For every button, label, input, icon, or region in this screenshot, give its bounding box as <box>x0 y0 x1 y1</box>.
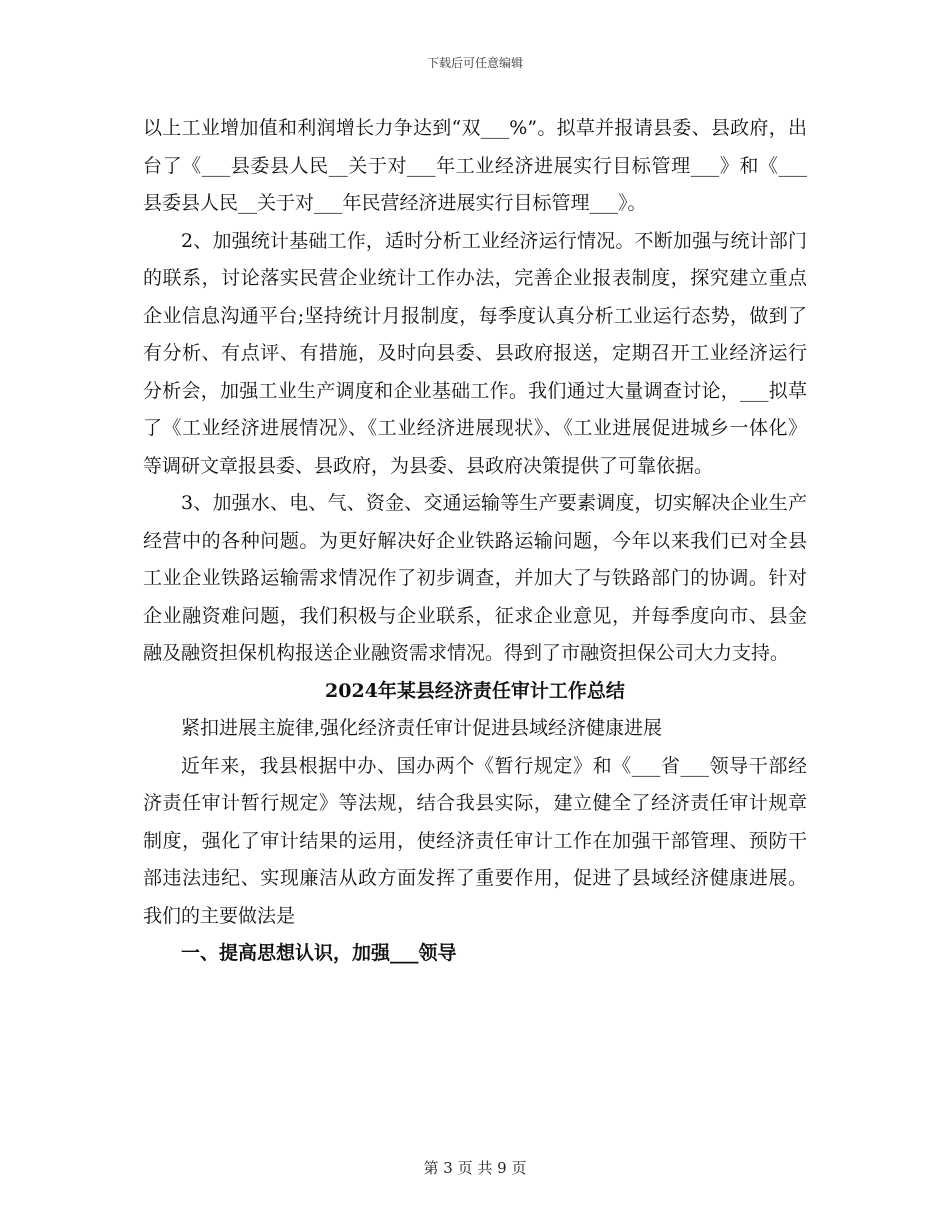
page-number: 第 3 页 共 9 页 <box>423 1159 527 1177</box>
paragraph-2: 2、加强统计基础工作，适时分析工业经济运行情况。不断加强与统计部门的联系，讨论落实民营企业统计工作办法，完善企业报表制度，探究建立重点企业信息沟通平台;坚持统计月报制度，每季度认真分析工业运行态势，做到了有分析、有点评、有措施，及时向县委、县政府报送，定期召开工业经济运行分析会，加强工业生产调度和企业基础工作。我们通过大量调查讨论，___拟草了《工业经济进展情况》、《工业经济进展现状》、《工业进展促进城乡一体化》等调研文章报县委、县政府，为县委、县政府决策提供了可靠依据。 <box>143 229 807 477</box>
document-body <box>143 110 807 973</box>
paragraph-4: 近年来，我县根据中办、国办两个《暂行规定》和《___省___领导干部经济责任审计暂行规定》等法规，结合我县实际，建立健全了经济责任审计规章制度，强化了审计结果的运用，使经济责任审计工作在加强干部管理、预防干部违法违纪、实现廉洁从政方面发挥了重要作用，促进了县域经济健康进展。我们的主要做法是 <box>143 754 807 927</box>
paragraph-1: 以上工业增加值和利润增长力争达到“双___%”。拟草并报请县委、县政府，出台了《___县委县人民__关于对___年工业经济进展实行目标管理___》和《___县委县人民__关于对___年民营经济进展实行目标管理___》。 <box>143 117 807 214</box>
page-header-note: 下载后可任意编辑 <box>426 56 523 70</box>
document-subtitle: 紧扣进展主旋律,强化经济责任审计促进县域经济健康进展 <box>181 717 663 739</box>
document-title: 2024年某县经济责任审计工作总结 <box>325 679 625 702</box>
section-heading-1: 一、提高思想认识，加强___领导 <box>181 942 457 964</box>
paragraph-3: 3、加强水、电、气、资金、交通运输等生产要素调度，切实解决企业生产经营中的各种问题。为更好解决好企业铁路运输问题，今年以来我们已对全县工业企业铁路运输需求情况作了初步调查，并加大了与铁路部门的协调。针对企业融资难问题，我们积极与企业联系，征求企业意见，并每季度向市、县金融及融资担保机构报送企业融资需求情况。得到了市融资担保公司大力支持。 <box>143 492 807 664</box>
